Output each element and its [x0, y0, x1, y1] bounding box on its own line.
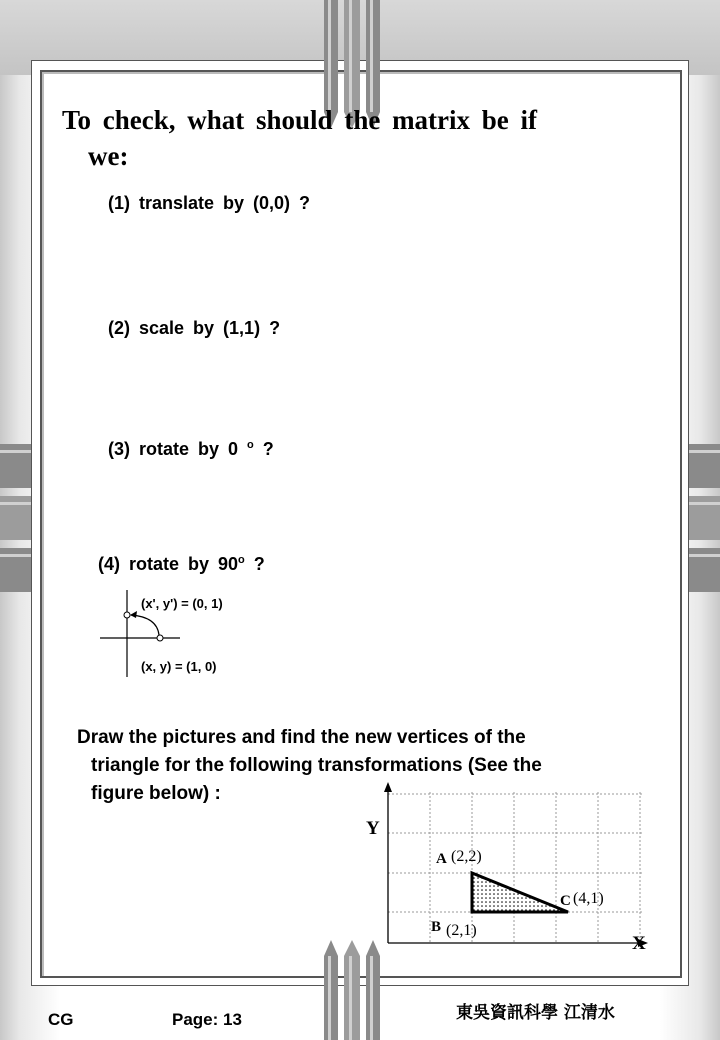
- degree-symbol: o: [238, 554, 245, 566]
- triangle-grid-figure: [380, 780, 650, 950]
- vertex-a-label: A: [436, 851, 447, 867]
- instructions-line3: figure below) :: [91, 783, 221, 804]
- vertex-b-coord: (2,1): [446, 922, 477, 939]
- degree-symbol: o: [247, 439, 254, 451]
- question-translate: (1) translate by (0,0) ?: [108, 193, 311, 213]
- bottom-pillar-overlay: [322, 940, 382, 1040]
- x-axis-label: X: [632, 933, 646, 954]
- question-rotate-90: (4) rotate by 90$^o$ ?: [98, 554, 265, 574]
- instructions-line2: triangle for the following transformations (See the: [91, 755, 542, 776]
- original-point-label: (x, y) = (1, 0): [141, 659, 217, 674]
- question-rotate-0: (3) rotate by 0 $^o$ ?: [108, 439, 274, 459]
- instructions-line1: Draw the pictures and find the new vertices of the: [77, 727, 526, 748]
- vertex-a-coord: (2,2): [451, 848, 482, 865]
- rotated-point-label: (x', y') = (0, 1): [141, 596, 223, 611]
- footer-course: CG: [48, 1010, 74, 1029]
- slide-title-line1: To check, what should the matrix be if: [62, 105, 538, 135]
- footer-page-number: Page: 13: [172, 1010, 242, 1029]
- y-axis-label: Y: [366, 818, 380, 839]
- question-scale: (2) scale by (1,1) ?: [108, 318, 281, 338]
- vertex-b-label: B: [431, 919, 442, 935]
- vertex-c-label: C: [560, 893, 571, 909]
- vertex-c-coord: (4,1): [573, 890, 604, 907]
- footer-author: 東吳資訊科學 江清水: [456, 1003, 615, 1023]
- slide-title-line2: we:: [88, 141, 129, 171]
